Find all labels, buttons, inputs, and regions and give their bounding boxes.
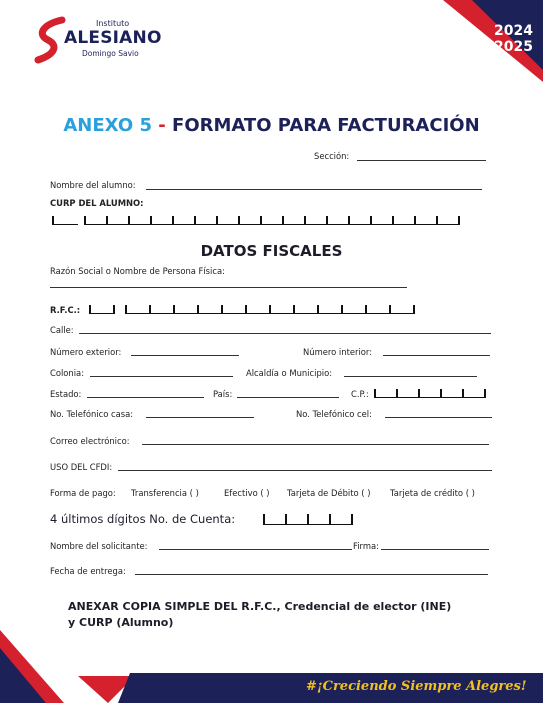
slogan: #¡Creciendo Siempre Alegres! [306,679,527,694]
solicitante-label: Nombre del solicitante: [50,541,148,551]
title-dash: - [158,115,166,136]
correo-field[interactable] [142,444,489,445]
section-heading: DATOS FISCALES [200,242,343,260]
rfc-label: R.F.C.: [50,305,81,315]
pago-transferencia-option[interactable]: Transferencia ( ) [131,488,199,498]
logo-instituto: Instituto [96,19,130,28]
pais-field[interactable] [237,397,339,398]
page-title [0,115,543,136]
rfc-boxes[interactable] [89,305,415,314]
logo-domingo-savio: Domingo Savio [82,49,139,58]
year-top: 2024 [494,23,533,39]
year-bottom: 2025 [494,39,533,55]
estado-field[interactable] [87,397,204,398]
estado-label: Estado: [50,389,82,399]
num-ext-field[interactable] [131,355,239,356]
correo-label: Correo electrónico: [50,436,130,446]
firma-field[interactable] [381,549,489,550]
seccion-field[interactable] [357,160,486,161]
solicitante-field[interactable] [159,549,352,550]
colonia-field[interactable] [90,376,233,377]
cp-label: C.P.: [351,389,369,399]
pago-efectivo-option[interactable]: Efectivo ( ) [224,488,270,498]
pago-credito-option[interactable]: Tarjeta de crédito ( ) [390,488,475,498]
cp-boxes[interactable] [374,389,486,398]
attachment-note-line2: y CURP (Alumno) [68,616,174,629]
pais-label: País: [213,389,233,399]
seccion-label: Sección: [314,151,350,161]
calle-label: Calle: [50,325,74,335]
num-int-field[interactable] [383,355,490,356]
student-name-field[interactable] [146,189,482,190]
title-format: FORMATO PARA FACTURACIÓN [172,115,480,136]
colonia-label: Colonia: [50,368,85,378]
tel-cel-field[interactable] [385,417,492,418]
student-name-label: Nombre del alumno: [50,180,136,190]
logo-salesiano: ALESIANO [64,28,162,48]
calle-field[interactable] [79,333,491,334]
tel-cel-label: No. Telefónico cel: [296,409,372,419]
ultimos-digitos-label: 4 últimos dígitos No. de Cuenta: [50,512,236,526]
fecha-entrega-label: Fecha de entrega: [50,566,126,576]
forma-pago-label: Forma de pago: [50,488,116,498]
tel-casa-field[interactable] [146,417,254,418]
num-int-label: Número interior: [303,347,373,357]
firma-label: Firma: [353,541,379,551]
fecha-entrega-field[interactable] [135,574,488,575]
razon-social-field[interactable] [50,287,407,288]
tel-casa-label: No. Telefónico casa: [50,409,134,419]
uso-cfdi-label: USO DEL CFDI: [50,462,113,472]
attachment-note-line1: ANEXAR COPIA SIMPLE DEL R.F.C., Credencial de elector (INE) [68,600,452,613]
title-annex: ANEXO 5 [63,115,152,136]
curp-boxes[interactable] [52,216,460,225]
institution-logo [34,16,164,64]
razon-social-label: Razón Social o Nombre de Persona Física: [50,266,225,276]
alcaldia-label: Alcaldía o Municipio: [246,368,333,378]
curp-label: CURP DEL ALUMNO: [50,198,144,208]
alcaldia-field[interactable] [344,376,477,377]
uso-cfdi-field[interactable] [118,470,492,471]
pago-debito-option[interactable]: Tarjeta de Débito ( ) [287,488,371,498]
account-digit-boxes[interactable] [263,514,353,525]
num-ext-label: Número exterior: [50,347,122,357]
